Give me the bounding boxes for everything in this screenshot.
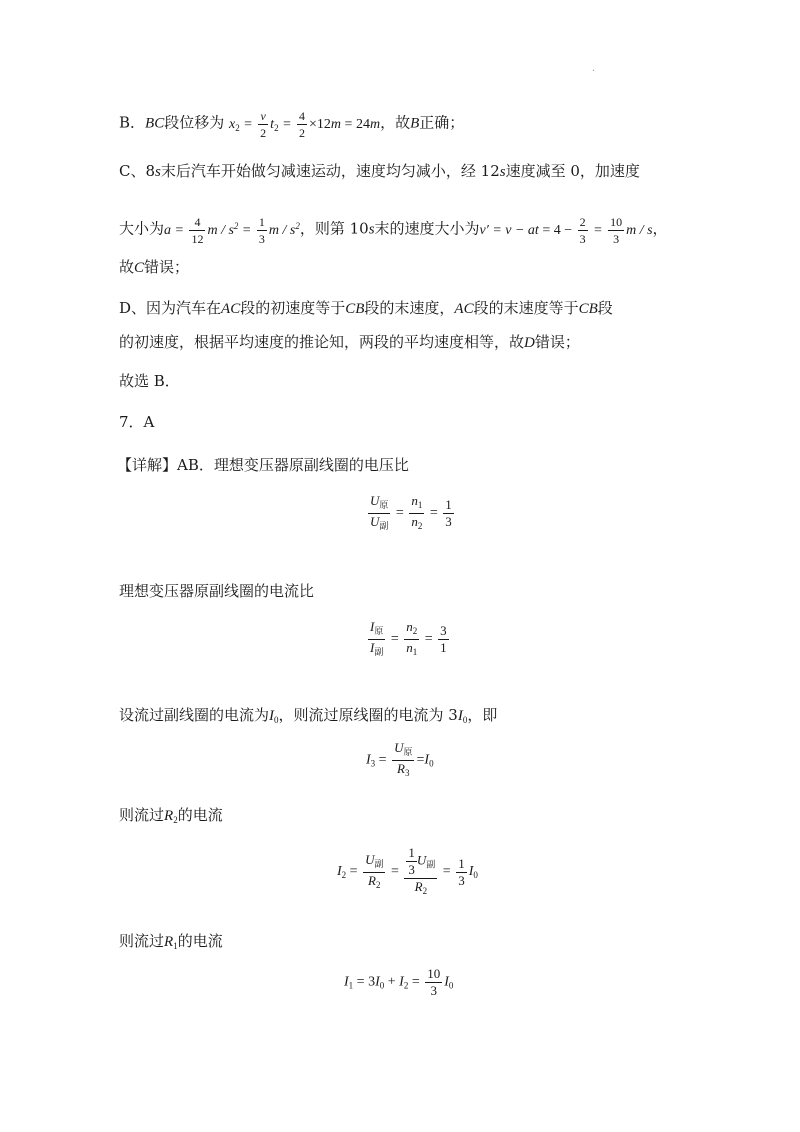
- line-c1: [119, 161, 640, 182]
- line-c2-t3: 末的速度大小为: [374, 219, 480, 238]
- line-c1-s2: s: [499, 164, 506, 180]
- r2-current-label: [119, 805, 223, 830]
- equation-current-ratio: $\frac{I_原}{I_副}$ = $\frac{n_2}{n_1}$ = $\frac{3}{1}$: [370, 619, 447, 657]
- line-b-letter: B: [410, 115, 420, 132]
- set-current-line: [119, 705, 497, 730]
- equation-i2: $I_2$ = $\frac{U_副}{R_2}$ = $\frac{1}{3}$ $U_副$ $R_2$ = $\frac{1}{3}$ $I_0$: [337, 845, 478, 896]
- line-c1-s1: s: [155, 164, 161, 180]
- equation-i1: $I_1 = 3I_0 + I_2$ = $\frac{10}{3}$ $I_0$: [344, 966, 454, 998]
- line-d1-t1: D、因为汽车在: [119, 299, 222, 317]
- line-c2-t2: ，则第 10: [299, 219, 369, 238]
- line-d1: [119, 298, 613, 319]
- formula-bc-displacement: $x_2$ = $\frac{v}{2}$ $t_2$ = $\frac{4}{2}$ ×12m = 24m: [229, 109, 381, 140]
- equation-voltage-ratio: $\frac{U_原}{U_副}$ = $\frac{n_1}{n_2}$ = $\frac{1}{3}$: [370, 493, 452, 531]
- set-text-t2: ，则流过原线圈的电流为 3: [278, 706, 458, 724]
- line-d1-ac2: AC: [454, 301, 474, 317]
- line-d1-ac: AC: [221, 301, 241, 317]
- line-c2-s1: s: [368, 221, 375, 238]
- r2-symbol: $R_2$: [164, 808, 178, 825]
- r1-symbol: $R_1$: [164, 934, 178, 951]
- equation-i3: $I_3$ = $\frac{U_原}{R_3}$ $=I_0$: [366, 740, 434, 778]
- formula-velocity: v′ = v − at = 4 − $\frac{2}{3}$ = $\frac{10}{3}$ m / s: [479, 215, 653, 246]
- line-d1-t5: 段: [597, 299, 613, 317]
- line-d2: [119, 332, 580, 353]
- line-b-seg: BC: [145, 115, 165, 132]
- line-c2-t1: 大小为: [119, 219, 165, 238]
- line-d2-t2: 错误；: [534, 333, 580, 351]
- r1-text-t2: 的电流: [177, 932, 223, 950]
- r1-current-label: [119, 931, 223, 956]
- question-7-answer: 7．A: [119, 413, 155, 431]
- line-b-mid: ，故: [380, 113, 411, 132]
- line-c3-letter: C: [134, 260, 145, 276]
- line-c1-t2: 速度减至 0，加速度: [505, 162, 640, 180]
- corner-mark: ·: [591, 66, 595, 77]
- line-d2-t1: 的初速度，根据平均速度的推论知，两段的平均速度相等，故: [119, 333, 525, 351]
- line-c1-t1: 末后汽车开始做匀减速运动，速度均匀减小，经 12: [160, 162, 500, 180]
- i0-symbol-2: $I_0$: [457, 708, 468, 725]
- detail-heading: 【详解】AB．理想变压器原副线圈的电压比: [117, 456, 409, 474]
- r1-text-t1: 则流过: [119, 932, 165, 950]
- r2-text-t1: 则流过: [119, 806, 165, 824]
- line-c1-prefix: C、8: [119, 162, 156, 180]
- choose-line: 故选 B．: [119, 372, 180, 390]
- line-c2: 大小为a = $\frac{4}{12}$ m / $s^2$ = $\frac{1}{3}$ m / $s^2$，则第 10s末的速度大小为v′ = v − at = 4 − $\frac{2}{3}$ = $\frac{10}{3}$ m / s，: [119, 215, 668, 246]
- line-c3-t2: 错误；: [144, 258, 190, 276]
- line-d1-t4: 段的末速度等于: [473, 299, 579, 317]
- line-b-end: 正确；: [419, 113, 465, 132]
- line-b-t1: 段位移为: [164, 113, 225, 132]
- line-d1-cb: CB: [345, 301, 365, 317]
- line-b-prefix: B．: [119, 113, 146, 132]
- current-ratio-label: 理想变压器原副线圈的电流比: [119, 582, 315, 600]
- line-c3-t1: 故: [119, 258, 135, 276]
- set-text-t3: ，即: [467, 706, 498, 724]
- line-d1-t3: 段的末速度，: [364, 299, 455, 317]
- i0-symbol: $I_0$: [269, 708, 279, 725]
- line-b: [119, 108, 464, 141]
- formula-acceleration: a = $\frac{4}{12}$ m / $s^2$ = $\frac{1}{3}$ m / $s^2$: [164, 215, 300, 246]
- line-c3: [119, 257, 189, 278]
- r2-text-t2: 的电流: [177, 806, 223, 824]
- line-d2-letter: D: [524, 335, 535, 351]
- set-text-t1: 设流过副线圈的电流为: [119, 706, 270, 724]
- line-d1-t2: 段的初速度等于: [240, 299, 346, 317]
- line-d1-cb2: CB: [578, 301, 598, 317]
